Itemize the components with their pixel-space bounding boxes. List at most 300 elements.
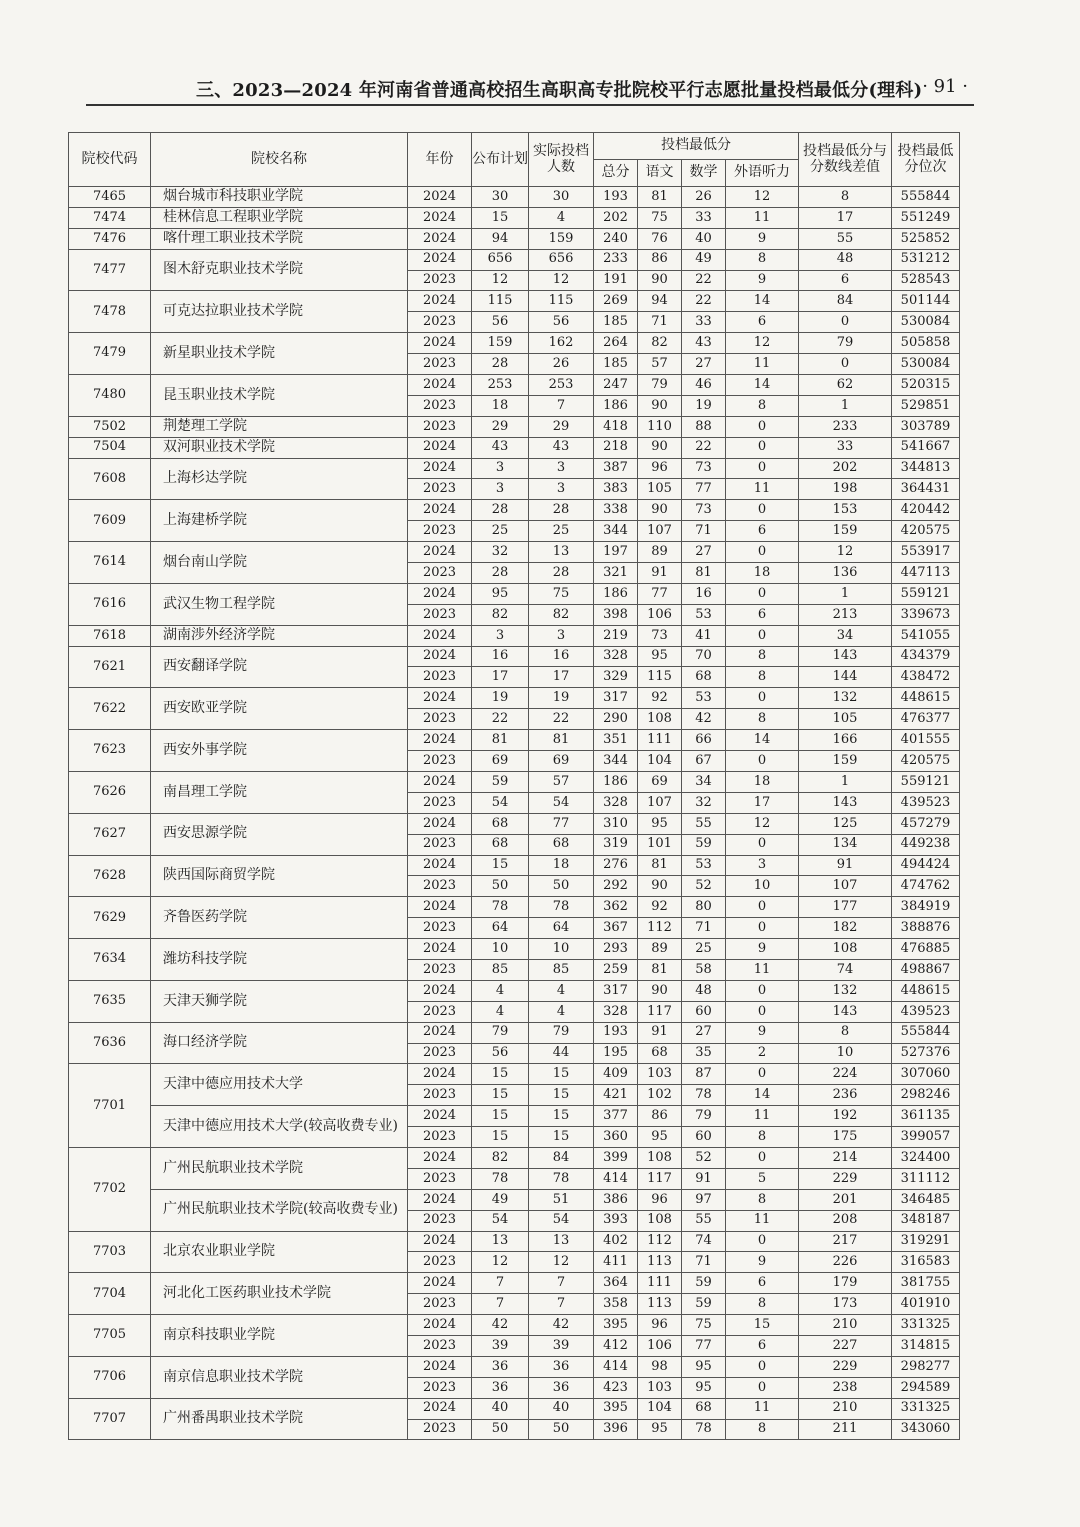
cell-listening: 8 (726, 646, 799, 667)
cell-plan: 17 (472, 667, 529, 688)
cell-math: 32 (682, 792, 726, 813)
cell-total: 398 (594, 604, 638, 625)
cell-total: 338 (594, 500, 638, 521)
cell-year: 2023 (408, 563, 472, 584)
school-name: 西安思源学院 (151, 813, 408, 855)
cell-listening: 12 (726, 813, 799, 834)
cell-total: 423 (594, 1377, 638, 1398)
school-name: 图木舒克职业技术学院 (151, 249, 408, 291)
cell-year: 2023 (408, 479, 472, 500)
cell-chinese: 111 (638, 730, 682, 751)
cell-actual: 7 (529, 395, 594, 416)
cell-rank: 314815 (892, 1335, 960, 1356)
cell-listening: 9 (726, 939, 799, 960)
cell-plan: 25 (472, 521, 529, 542)
cell-chinese: 92 (638, 897, 682, 918)
school-code: 7627 (69, 813, 151, 855)
cell-diff: 143 (799, 792, 892, 813)
cell-math: 41 (682, 625, 726, 646)
cell-total: 317 (594, 980, 638, 1001)
cell-diff: 179 (799, 1273, 892, 1294)
cell-year: 2024 (408, 855, 472, 876)
cell-year: 2024 (408, 939, 472, 960)
cell-plan: 94 (472, 228, 529, 249)
cell-math: 73 (682, 458, 726, 479)
cell-actual: 64 (529, 918, 594, 939)
cell-math: 26 (682, 187, 726, 208)
cell-listening: 3 (726, 855, 799, 876)
cell-chinese: 98 (638, 1356, 682, 1377)
cell-math: 27 (682, 354, 726, 375)
school-code: 7609 (69, 500, 151, 542)
table-row (69, 688, 960, 709)
cell-diff: 6 (799, 270, 892, 291)
cell-math: 46 (682, 375, 726, 396)
cell-math: 74 (682, 1231, 726, 1252)
cell-chinese: 90 (638, 500, 682, 521)
cell-listening: 18 (726, 563, 799, 584)
cell-total: 186 (594, 771, 638, 792)
school-code: 7478 (69, 291, 151, 333)
header-math: 数学 (682, 160, 726, 187)
cell-rank: 530084 (892, 312, 960, 333)
page-header (86, 70, 974, 106)
cell-year: 2024 (408, 1022, 472, 1043)
school-name: 西安外事学院 (151, 730, 408, 772)
cell-plan: 78 (472, 897, 529, 918)
table-row (69, 207, 960, 228)
cell-plan: 32 (472, 542, 529, 563)
table-row (69, 1022, 960, 1043)
cell-chinese: 105 (638, 479, 682, 500)
cell-rank: 401555 (892, 730, 960, 751)
cell-listening: 0 (726, 751, 799, 772)
cell-plan: 7 (472, 1273, 529, 1294)
cell-total: 247 (594, 375, 638, 396)
cell-chinese: 77 (638, 583, 682, 604)
cell-chinese: 108 (638, 1210, 682, 1231)
cell-math: 42 (682, 709, 726, 730)
cell-plan: 115 (472, 291, 529, 312)
cell-diff: 159 (799, 521, 892, 542)
cell-actual: 29 (529, 416, 594, 437)
cell-rank: 494424 (892, 855, 960, 876)
cell-total: 393 (594, 1210, 638, 1231)
table-row (69, 771, 960, 792)
cell-diff: 238 (799, 1377, 892, 1398)
cell-chinese: 90 (638, 876, 682, 897)
school-name: 南京科技职业学院 (151, 1315, 408, 1357)
cell-actual: 7 (529, 1273, 594, 1294)
cell-actual: 25 (529, 521, 594, 542)
cell-rank: 434379 (892, 646, 960, 667)
cell-chinese: 90 (638, 395, 682, 416)
cell-rank: 551249 (892, 207, 960, 228)
cell-actual: 36 (529, 1356, 594, 1377)
cell-year: 2023 (408, 1252, 472, 1273)
cell-math: 78 (682, 1419, 726, 1440)
cell-math: 27 (682, 1022, 726, 1043)
cell-actual: 7 (529, 1294, 594, 1315)
cell-math: 88 (682, 416, 726, 437)
cell-chinese: 95 (638, 813, 682, 834)
cell-total: 399 (594, 1147, 638, 1168)
cell-plan: 81 (472, 730, 529, 751)
cell-math: 95 (682, 1377, 726, 1398)
cell-diff: 34 (799, 625, 892, 646)
school-code: 7634 (69, 939, 151, 981)
cell-year: 2024 (408, 207, 472, 228)
school-code: 7480 (69, 375, 151, 417)
cell-listening: 2 (726, 1043, 799, 1064)
cell-listening: 17 (726, 792, 799, 813)
cell-plan: 50 (472, 876, 529, 897)
school-code: 7618 (69, 625, 151, 646)
cell-total: 193 (594, 1022, 638, 1043)
cell-year: 2024 (408, 1315, 472, 1336)
school-code: 7706 (69, 1356, 151, 1398)
cell-listening: 12 (726, 333, 799, 354)
cell-total: 364 (594, 1273, 638, 1294)
cell-math: 55 (682, 813, 726, 834)
cell-total: 386 (594, 1189, 638, 1210)
cell-rank: 381755 (892, 1273, 960, 1294)
cell-year: 2024 (408, 291, 472, 312)
cell-math: 55 (682, 1210, 726, 1231)
cell-math: 59 (682, 1294, 726, 1315)
cell-year: 2023 (408, 1085, 472, 1106)
cell-year: 2023 (408, 959, 472, 980)
cell-chinese: 95 (638, 646, 682, 667)
cell-listening: 6 (726, 1273, 799, 1294)
table-row (69, 625, 960, 646)
cell-total: 329 (594, 667, 638, 688)
cell-total: 351 (594, 730, 638, 751)
cell-diff: 0 (799, 354, 892, 375)
cell-actual: 16 (529, 646, 594, 667)
school-name: 桂林信息工程职业学院 (151, 207, 408, 228)
school-name: 潍坊科技学院 (151, 939, 408, 981)
cell-year: 2024 (408, 1189, 472, 1210)
cell-rank: 529851 (892, 395, 960, 416)
cell-chinese: 94 (638, 291, 682, 312)
cell-year: 2024 (408, 1106, 472, 1127)
cell-rank: 344813 (892, 458, 960, 479)
cell-diff: 0 (799, 312, 892, 333)
school-code: 7477 (69, 249, 151, 291)
cell-diff: 213 (799, 604, 892, 625)
cell-chinese: 73 (638, 625, 682, 646)
table-row (69, 1231, 960, 1252)
cell-year: 2023 (408, 416, 472, 437)
cell-year: 2023 (408, 312, 472, 333)
cell-rank: 420575 (892, 521, 960, 542)
cell-rank: 420442 (892, 500, 960, 521)
school-code: 7502 (69, 416, 151, 437)
cell-total: 387 (594, 458, 638, 479)
cell-diff: 210 (799, 1398, 892, 1419)
cell-listening: 0 (726, 1064, 799, 1085)
cell-diff: 143 (799, 1001, 892, 1022)
cell-actual: 10 (529, 939, 594, 960)
cell-listening: 11 (726, 207, 799, 228)
table-row (69, 437, 960, 458)
cell-diff: 229 (799, 1168, 892, 1189)
cell-actual: 51 (529, 1189, 594, 1210)
cell-diff: 173 (799, 1294, 892, 1315)
cell-year: 2023 (408, 521, 472, 542)
cell-rank: 361135 (892, 1106, 960, 1127)
cell-diff: 166 (799, 730, 892, 751)
table-row (69, 980, 960, 1001)
cell-diff: 159 (799, 751, 892, 772)
cell-diff: 132 (799, 688, 892, 709)
cell-diff: 12 (799, 542, 892, 563)
school-code: 7702 (69, 1147, 151, 1231)
cell-diff: 107 (799, 876, 892, 897)
cell-actual: 19 (529, 688, 594, 709)
cell-plan: 15 (472, 207, 529, 228)
table-row (69, 1356, 960, 1377)
cell-rank: 346485 (892, 1189, 960, 1210)
cell-plan: 28 (472, 354, 529, 375)
cell-listening: 8 (726, 249, 799, 270)
cell-plan: 656 (472, 249, 529, 270)
cell-total: 328 (594, 1001, 638, 1022)
cell-actual: 28 (529, 500, 594, 521)
cell-year: 2024 (408, 688, 472, 709)
cell-plan: 68 (472, 834, 529, 855)
cell-listening: 14 (726, 375, 799, 396)
cell-listening: 6 (726, 521, 799, 542)
cell-diff: 108 (799, 939, 892, 960)
cell-rank: 303789 (892, 416, 960, 437)
cell-actual: 68 (529, 834, 594, 855)
cell-chinese: 115 (638, 667, 682, 688)
cell-rank: 476885 (892, 939, 960, 960)
cell-plan: 78 (472, 1168, 529, 1189)
cell-diff: 211 (799, 1419, 892, 1440)
table-row (69, 187, 960, 208)
cell-math: 52 (682, 1147, 726, 1168)
cell-rank: 388876 (892, 918, 960, 939)
cell-year: 2023 (408, 1043, 472, 1064)
cell-math: 77 (682, 1335, 726, 1356)
cell-chinese: 92 (638, 688, 682, 709)
cell-rank: 448615 (892, 688, 960, 709)
cell-chinese: 101 (638, 834, 682, 855)
table-row (69, 291, 960, 312)
cell-year: 2023 (408, 1419, 472, 1440)
cell-rank: 505858 (892, 333, 960, 354)
cell-plan: 79 (472, 1022, 529, 1043)
cell-plan: 82 (472, 604, 529, 625)
cell-diff: 17 (799, 207, 892, 228)
cell-total: 328 (594, 792, 638, 813)
cell-actual: 3 (529, 625, 594, 646)
school-name: 天津中德应用技术大学(较高收费专业) (151, 1106, 408, 1148)
cell-listening: 18 (726, 771, 799, 792)
cell-diff: 1 (799, 583, 892, 604)
cell-listening: 0 (726, 1147, 799, 1168)
cell-plan: 36 (472, 1377, 529, 1398)
cell-rank: 331325 (892, 1398, 960, 1419)
cell-listening: 11 (726, 1398, 799, 1419)
cell-year: 2023 (408, 709, 472, 730)
table-row (69, 583, 960, 604)
cell-plan: 29 (472, 416, 529, 437)
cell-rank: 294589 (892, 1377, 960, 1398)
cell-diff: 1 (799, 395, 892, 416)
cell-plan: 56 (472, 312, 529, 333)
cell-math: 87 (682, 1064, 726, 1085)
cell-math: 22 (682, 437, 726, 458)
cell-year: 2024 (408, 1231, 472, 1252)
cell-total: 414 (594, 1356, 638, 1377)
cell-year: 2023 (408, 1377, 472, 1398)
cell-rank: 474762 (892, 876, 960, 897)
cell-total: 383 (594, 479, 638, 500)
cell-math: 33 (682, 207, 726, 228)
cell-plan: 85 (472, 959, 529, 980)
cell-rank: 553917 (892, 542, 960, 563)
cell-year: 2024 (408, 1273, 472, 1294)
cell-listening: 8 (726, 1419, 799, 1440)
cell-rank: 541055 (892, 625, 960, 646)
cell-chinese: 89 (638, 542, 682, 563)
school-name: 新星职业技术学院 (151, 333, 408, 375)
cell-actual: 82 (529, 604, 594, 625)
cell-rank: 541667 (892, 437, 960, 458)
cell-chinese: 86 (638, 249, 682, 270)
cell-rank: 316583 (892, 1252, 960, 1273)
cell-rank: 307060 (892, 1064, 960, 1085)
cell-diff: 201 (799, 1189, 892, 1210)
cell-rank: 439523 (892, 792, 960, 813)
cell-diff: 136 (799, 563, 892, 584)
cell-math: 73 (682, 500, 726, 521)
cell-total: 218 (594, 437, 638, 458)
table-row (69, 813, 960, 834)
cell-chinese: 111 (638, 1273, 682, 1294)
cell-year: 2024 (408, 897, 472, 918)
school-code: 7465 (69, 187, 151, 208)
cell-rank: 331325 (892, 1315, 960, 1336)
table-row (69, 1106, 960, 1127)
cell-math: 22 (682, 270, 726, 291)
header-listening: 外语听力 (726, 160, 799, 187)
cell-math: 19 (682, 395, 726, 416)
cell-math: 71 (682, 918, 726, 939)
cell-actual: 43 (529, 437, 594, 458)
cell-chinese: 104 (638, 751, 682, 772)
cell-listening: 6 (726, 312, 799, 333)
cell-rank: 384919 (892, 897, 960, 918)
cell-chinese: 110 (638, 416, 682, 437)
cell-chinese: 96 (638, 1315, 682, 1336)
cell-diff: 233 (799, 416, 892, 437)
cell-chinese: 82 (638, 333, 682, 354)
cell-listening: 0 (726, 625, 799, 646)
header-code: 院校代码 (69, 133, 151, 187)
cell-actual: 78 (529, 1168, 594, 1189)
cell-diff: 8 (799, 187, 892, 208)
cell-total: 402 (594, 1231, 638, 1252)
cell-math: 70 (682, 646, 726, 667)
cell-chinese: 96 (638, 1189, 682, 1210)
cell-diff: 105 (799, 709, 892, 730)
cell-rank: 555844 (892, 1022, 960, 1043)
cell-plan: 15 (472, 1064, 529, 1085)
cell-rank: 339673 (892, 604, 960, 625)
cell-year: 2024 (408, 1064, 472, 1085)
cell-total: 344 (594, 521, 638, 542)
cell-plan: 64 (472, 918, 529, 939)
header-total: 总分 (594, 160, 638, 187)
cell-year: 2024 (408, 249, 472, 270)
cell-rank: 319291 (892, 1231, 960, 1252)
cell-listening: 9 (726, 228, 799, 249)
school-name: 南昌理工学院 (151, 771, 408, 813)
cell-year: 2024 (408, 1398, 472, 1419)
cell-listening: 15 (726, 1315, 799, 1336)
cell-total: 412 (594, 1335, 638, 1356)
cell-actual: 12 (529, 1252, 594, 1273)
cell-chinese: 81 (638, 855, 682, 876)
cell-year: 2024 (408, 228, 472, 249)
cell-total: 264 (594, 333, 638, 354)
cell-listening: 8 (726, 395, 799, 416)
cell-listening: 8 (726, 1127, 799, 1148)
cell-rank: 364431 (892, 479, 960, 500)
school-name: 湖南涉外经济学院 (151, 625, 408, 646)
cell-plan: 95 (472, 583, 529, 604)
cell-actual: 69 (529, 751, 594, 772)
cell-total: 293 (594, 939, 638, 960)
school-name: 河北化工医药职业技术学院 (151, 1273, 408, 1315)
cell-year: 2024 (408, 187, 472, 208)
school-name: 烟台城市科技职业学院 (151, 187, 408, 208)
header-actual: 实际投档人数 (529, 133, 594, 187)
cell-chinese: 112 (638, 918, 682, 939)
cell-year: 2024 (408, 333, 472, 354)
cell-rank: 555844 (892, 187, 960, 208)
cell-actual: 26 (529, 354, 594, 375)
cell-year: 2023 (408, 270, 472, 291)
cell-math: 67 (682, 751, 726, 772)
cell-total: 317 (594, 688, 638, 709)
cell-actual: 15 (529, 1106, 594, 1127)
cell-year: 2024 (408, 813, 472, 834)
cell-actual: 22 (529, 709, 594, 730)
cell-total: 421 (594, 1085, 638, 1106)
cell-actual: 18 (529, 855, 594, 876)
cell-actual: 57 (529, 771, 594, 792)
cell-chinese: 91 (638, 563, 682, 584)
school-code: 7479 (69, 333, 151, 375)
cell-plan: 82 (472, 1147, 529, 1168)
cell-plan: 18 (472, 395, 529, 416)
cell-actual: 656 (529, 249, 594, 270)
cell-year: 2024 (408, 771, 472, 792)
cell-chinese: 89 (638, 939, 682, 960)
cell-listening: 5 (726, 1168, 799, 1189)
cell-total: 414 (594, 1168, 638, 1189)
cell-actual: 84 (529, 1147, 594, 1168)
cell-rank: 448615 (892, 980, 960, 1001)
cell-chinese: 68 (638, 1043, 682, 1064)
cell-total: 362 (594, 897, 638, 918)
